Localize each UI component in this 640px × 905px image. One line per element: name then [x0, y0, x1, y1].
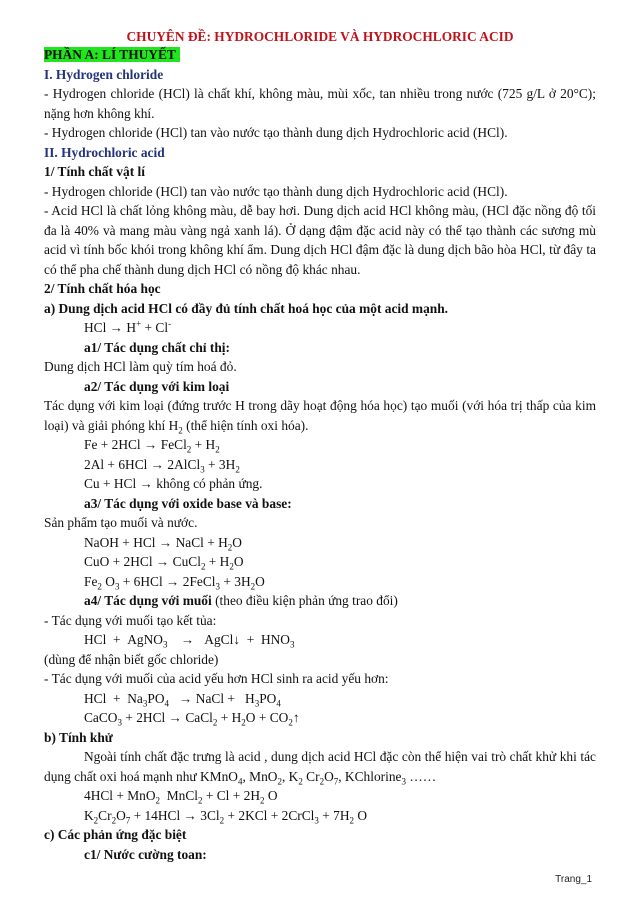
- a4-paragraph-3: - Tác dụng với muối của acid yếu hơn HCl sinh ra acid yếu hơn:: [44, 671, 389, 686]
- a3-text: Sản phẩm tạo muối và nước.: [44, 515, 198, 530]
- document-title: CHUYÊN ĐỀ: HYDROCHLORIDE VÀ HYDROCHLORIC ACID: [126, 29, 514, 44]
- equation-k2cr2o7: $K_2Cr_2O_7 + 14HCl \to 3Cl_2 + 2KCl$ + 2CrCl$_3$ + $7H_2$ O: [84, 807, 368, 826]
- a2-text: Tác dụng với kim loại (đứng trước H trong dãy hoạt động hóa học) tạo muối (với hóa trị thấp của kim loại) và giải phóng khí $H_2$ (thể hiện tính oxi hóa).: [44, 398, 596, 436]
- page-footer: Trang_1: [555, 874, 592, 885]
- equation-caco3: CaCO$_3$ + 2HCl → CaCl$_2$ + $H_2O$ + $CO_2↑$: [84, 710, 300, 728]
- physical-paragraph-1: - Hydrogen chloride (HCl) tan vào nước tạo thành dung dịch Hydrochloric acid (HCl).: [44, 183, 508, 199]
- equation-cu: Cu + HCl → không có phản ứng.: [84, 476, 263, 491]
- section-2-heading: II. Hydrochloric acid: [44, 144, 165, 160]
- section-1-heading: I. Hydrogen chloride: [44, 66, 164, 82]
- c1-heading: c1/ Nước cường toan:: [84, 846, 207, 862]
- section-1-paragraph-1: - Hydrogen chloride (HCl) là chất khí, không màu, mùi xốc, tan nhiều trong nước (725 g/L ở 20°C); nặng hơn không khí.: [44, 86, 596, 121]
- a1-text: Dung dịch HCl làm quỳ tím hoá đỏ.: [44, 359, 237, 374]
- chemical-properties-heading: 2/ Tính chất hóa học: [44, 281, 161, 296]
- subsection-a-heading: a) Dung dịch acid HCl có đầy đủ tính chất hoá học của một acid mạnh.: [44, 300, 449, 316]
- a4-paragraph-1: - Tác dụng với muối tạo kết tủa:: [44, 612, 217, 628]
- subsection-c-heading: c) Các phản ứng đặc biệt: [44, 827, 187, 842]
- physical-paragraph-2: - Acid HCl là chất lỏng không màu, dễ bay hơi. Dung dịch acid HCl không màu, (HCl đặc nồng độ tối đa là 40% và mang màu vàng ngả xanh lá). Ở dạng đậm đặc acid này có thể tạo thành các sương mù acid vì tính bốc khói trong không khí ẩm. Dung dịch HCl đậm đặc là dung dịch bão hòa HCl, từ đây ta có thể pha chế thành dung dịch HCl có nồng độ khác nhau.: [44, 203, 596, 277]
- equation-na3po4: HCl + $Na_3PO_4$ → NaCl + $H_3PO_4$: [84, 690, 281, 709]
- equation-al: 2Al + 6HCl → 2AlCl$_3$ + $3H_2$: [84, 456, 240, 475]
- equation-fe2o3: $Fe_2$ $O_3 + 6HCl$ → 2FeCl$_3$ + $3H_2O$: [84, 573, 265, 592]
- a1-heading: a1/ Tác dụng chất chỉ thị:: [84, 339, 230, 355]
- a4-paragraph-2: (dùng để nhận biết gốc chloride): [44, 651, 219, 667]
- section-1-paragraph-2: - Hydrogen chloride (HCl) tan vào nước tạo thành dung dịch Hydrochloric acid (HCl).: [44, 125, 508, 140]
- subsection-b-heading: b) Tính khử: [44, 729, 113, 745]
- equation-cuo: CuO + 2HCl → CuCl$_2$ + $H_2O$: [84, 554, 244, 572]
- a4-heading: a4/ Tác dụng với muối (theo điều kiện phản ứng trao đổi): [84, 593, 398, 608]
- equation-dissociation: HCl → H+ + Cl-: [84, 318, 172, 335]
- physical-properties-heading: 1/ Tính chất vật lí: [44, 164, 145, 179]
- equation-fe: Fe + 2HCl → FeCl$_2$ + $H_2$: [84, 437, 220, 455]
- equation-agno3: HCl + AgNO$_3$ → AgCl↓ + $HNO_3$: [84, 632, 295, 650]
- a2-heading: a2/ Tác dụng với kim loại: [84, 378, 230, 394]
- b-text: Ngoài tính chất đặc trưng là acid , dung dịch acid HCl đặc còn thể hiện vai trò chất khử khi tác dụng chất oxi hoá mạnh như KMnO$_4$, MnO$_2$, $K_2$ $Cr_2O_7$, KChlorine$_3$ ……: [44, 749, 596, 787]
- document-page: [0, 28, 640, 864]
- equation-naoh: NaOH + HCl → NaCl + $H_2O$: [84, 534, 242, 553]
- equation-mno2: 4HCl + MnO$_2$ MnCl$_2$ + $Cl + 2H_2$ O: [84, 788, 278, 806]
- part-a-heading: PHẦN A: LÍ THUYẾT: [44, 47, 180, 62]
- a3-heading: a3/ Tác dụng với oxide base và base:: [84, 495, 292, 511]
